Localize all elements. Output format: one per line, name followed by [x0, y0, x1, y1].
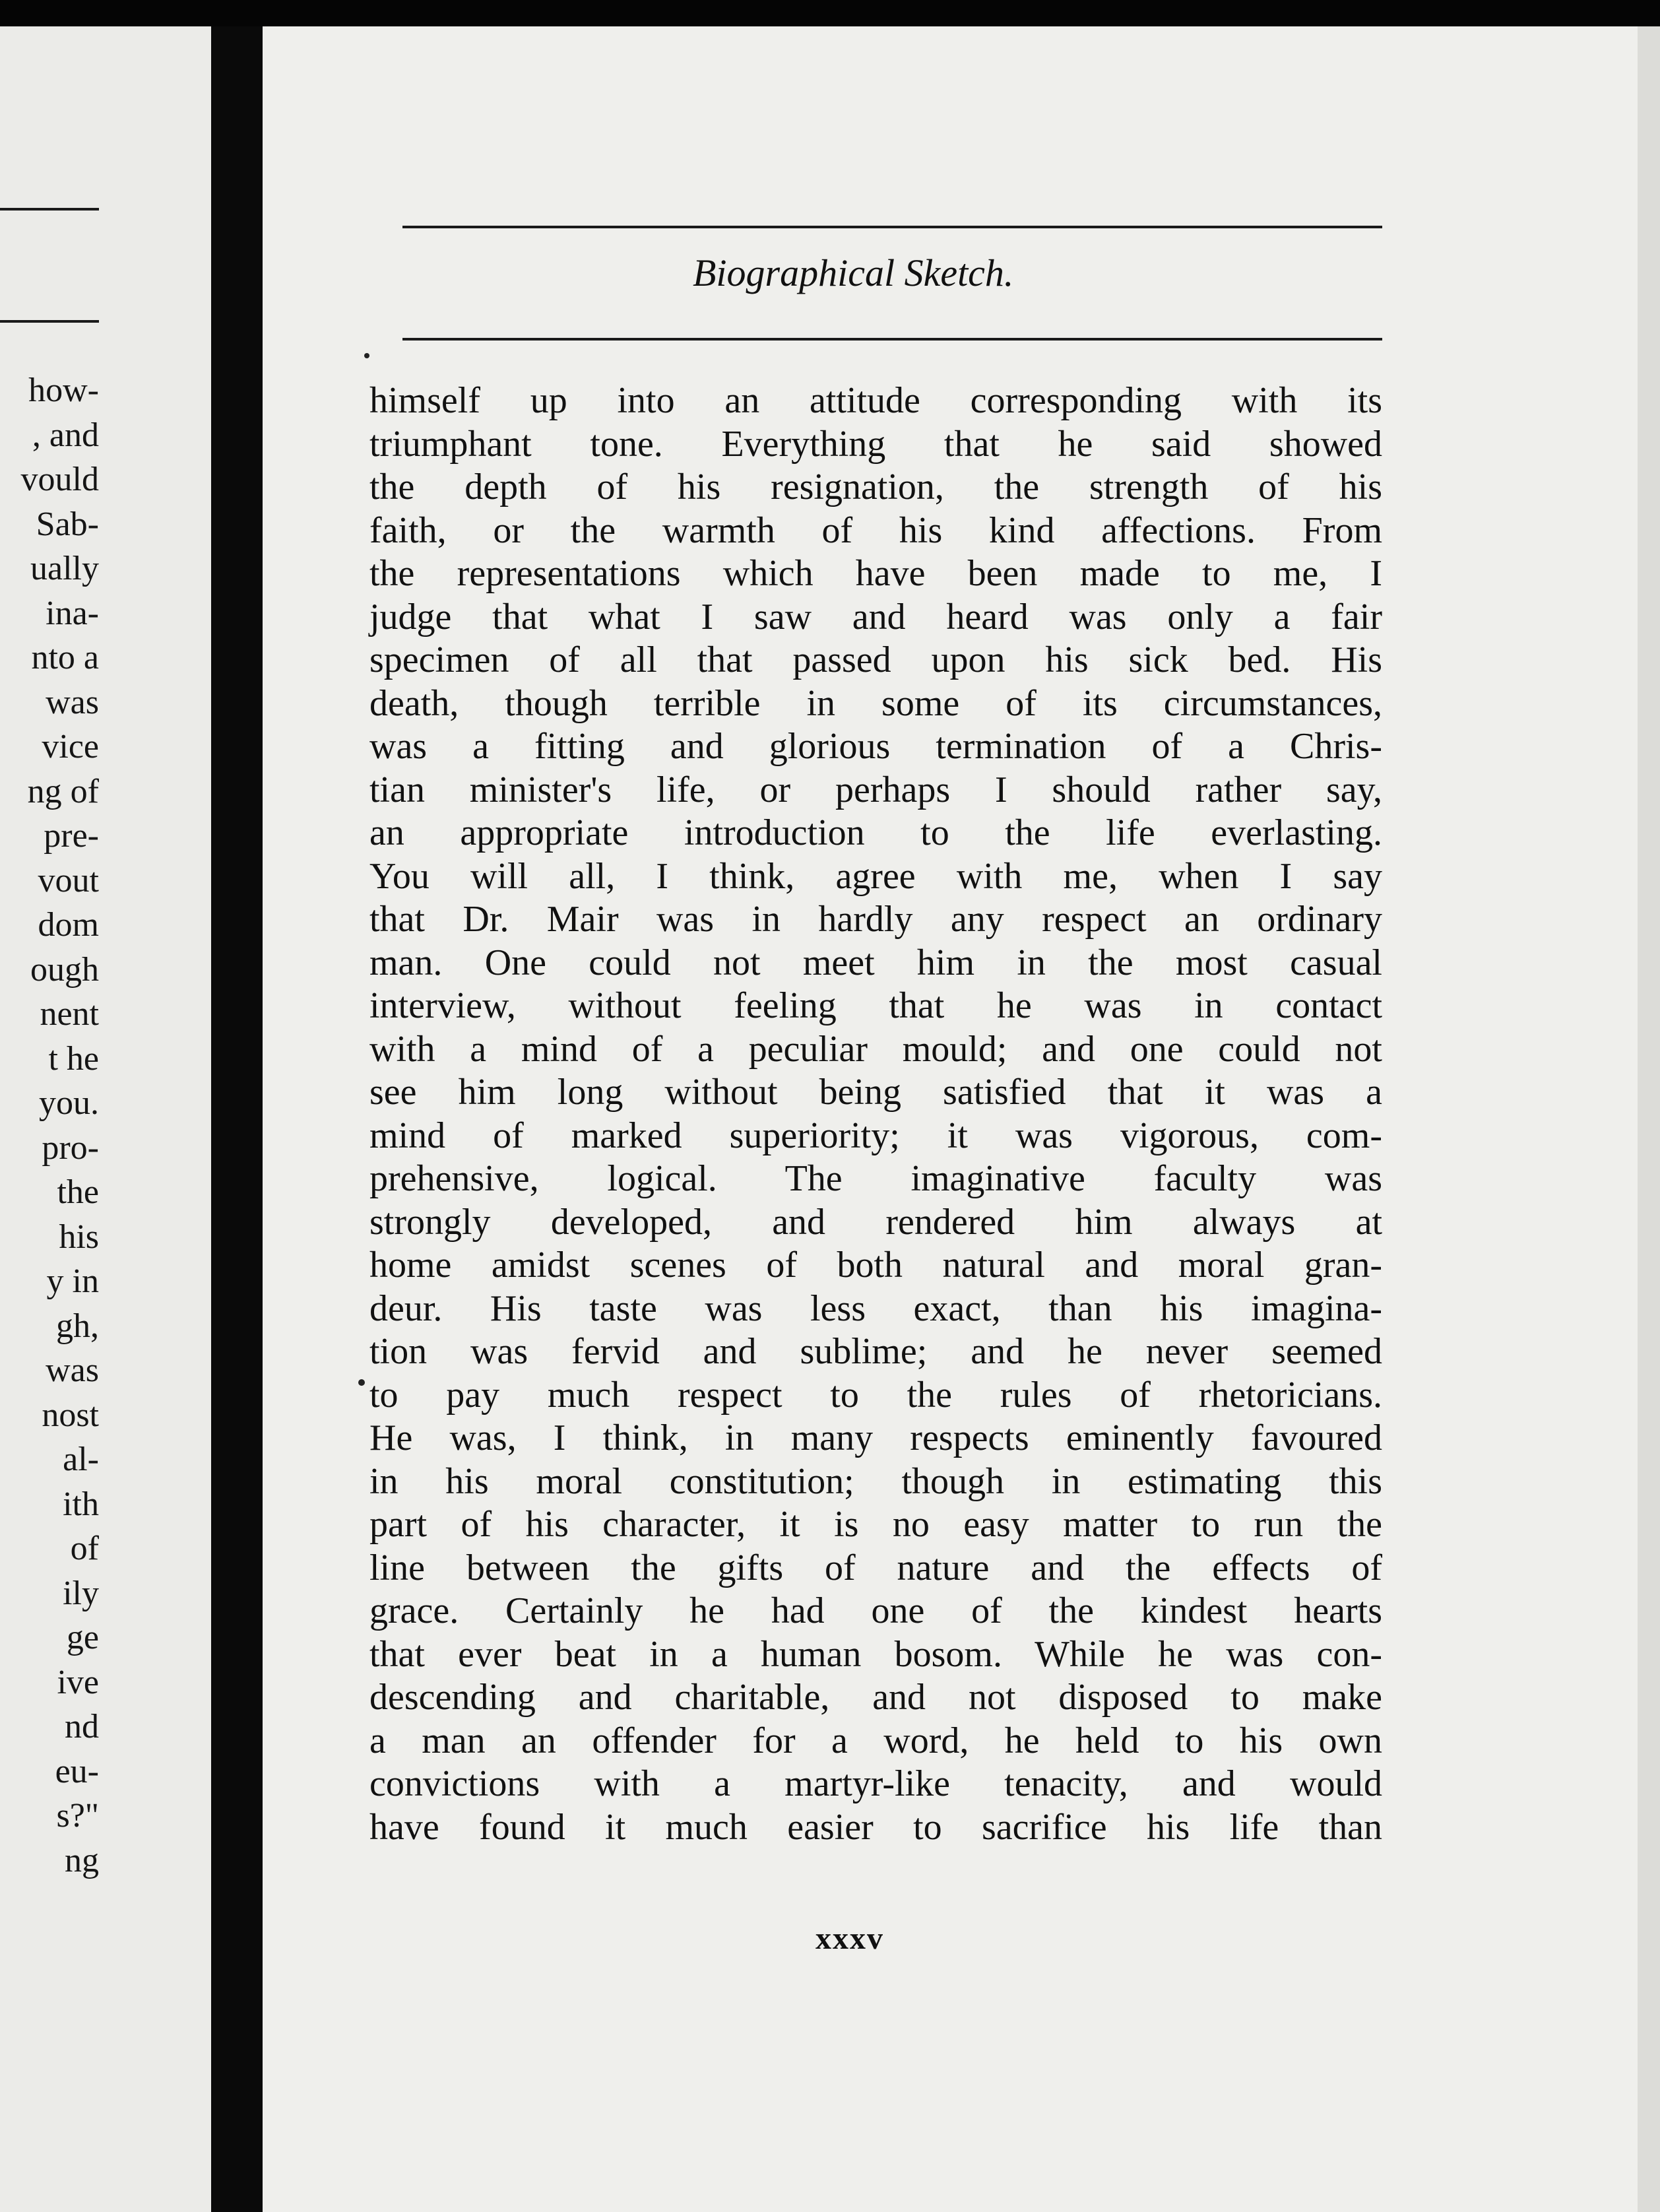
text-line: faith, or the warmth of his kind affections. From [369, 509, 1382, 551]
facing-page-line: his [59, 1218, 99, 1256]
text-line: in his moral constitution; though in estimating this [369, 1460, 1382, 1502]
text-line: himself up into an attitude corresponding with its [369, 380, 1382, 421]
text-line: mind of marked superiority; it was vigorous, com- [369, 1115, 1382, 1156]
ink-speck [364, 353, 369, 358]
text-line: descending and charitable, and not disposed to make [369, 1677, 1382, 1718]
facing-page-line: dom [38, 906, 99, 944]
text-line: judge that what I saw and heard was only a fair [369, 596, 1382, 637]
text-line: specimen of all that passed upon his sick bed. His [369, 639, 1382, 680]
facing-page-line: ough [30, 950, 99, 989]
running-head: Biographical Sketch. [693, 251, 1014, 294]
facing-page-line: gh, [56, 1307, 99, 1345]
facing-page-line: y in [46, 1262, 99, 1300]
text-line: convictions with a martyr-like tenacity, and would [369, 1763, 1382, 1804]
text-line: prehensive, logical. The imaginative faculty was [369, 1158, 1382, 1199]
text-line: an appropriate introduction to the life everlasting. [369, 812, 1382, 853]
text-line: with a mind of a peculiar mould; and one could not [369, 1028, 1382, 1070]
text-line: the representations which have been made to me, I [369, 553, 1382, 594]
facing-page-line: nent [40, 995, 99, 1033]
text-line: You will all, I think, agree with me, when I say [369, 855, 1382, 897]
facing-page-line: vould [20, 461, 99, 498]
facing-page-line: you. [39, 1084, 99, 1122]
facing-page-line: nost [42, 1396, 99, 1434]
text-line: man. One could not meet him in the most casual [369, 942, 1382, 983]
book-gutter [211, 26, 263, 2212]
page-number: xxxv [815, 1921, 884, 1956]
text-line: grace. Certainly he had one of the kindest hearts [369, 1590, 1382, 1631]
facing-page-text [0, 368, 99, 1883]
facing-page [0, 26, 224, 2212]
text-line: tion was fervid and sublime; and he never seemed [369, 1331, 1382, 1372]
text-line: triumphant tone. Everything that he said showed [369, 423, 1382, 465]
facing-page-line: Sab- [36, 505, 99, 543]
facing-page-line: , and [32, 416, 99, 454]
header-rule-bottom [402, 338, 1382, 341]
text-line: see him long without being satisfied that it was a [369, 1072, 1382, 1113]
facing-page-line: ily [63, 1574, 99, 1612]
facing-page-line: ith [63, 1485, 99, 1523]
text-line: tian minister's life, or perhaps I should rather say, [369, 769, 1382, 810]
facing-page-line: t he [48, 1039, 99, 1078]
header-rule-top [402, 226, 1382, 228]
text-line: the depth of his resignation, the strength of his [369, 467, 1382, 507]
text-line: to pay much respect to the rules of rhetoricians. [369, 1374, 1382, 1415]
facing-page-line: was [46, 1351, 99, 1389]
facing-page-line: s?" [56, 1797, 99, 1835]
text-line: that ever beat in a human bosom. While he was con- [369, 1633, 1382, 1675]
facing-page-line: ng of [27, 772, 99, 810]
text-line: line between the gifts of nature and the effects of [369, 1547, 1382, 1588]
text-line: was a fitting and glorious termination of a Chris- [369, 726, 1382, 767]
text-line: strongly developed, and rendered him always at [369, 1201, 1382, 1243]
page-edge [1638, 26, 1660, 2212]
facing-page-line: ng [65, 1841, 99, 1879]
ink-speck [358, 1379, 365, 1386]
facing-page-line: of [70, 1530, 99, 1567]
text-line: that Dr. Mair was in hardly any respect an ordinary [369, 899, 1382, 940]
facing-page-line: nto a [31, 639, 99, 676]
text-line: home amidst scenes of both natural and moral gran- [369, 1245, 1382, 1285]
text-line: have found it much easier to sacrifice his life than [369, 1806, 1382, 1848]
facing-page-line: vout [38, 861, 99, 899]
text-line: He was, I think, in many respects eminently favoured [369, 1417, 1382, 1458]
facing-page-line: pre- [44, 817, 99, 855]
facing-page-line: the [57, 1173, 99, 1211]
facing-page-line: was [46, 683, 99, 721]
text-line: interview, without feeling that he was in contact [369, 985, 1382, 1026]
text-line: death, though terrible in some of its circumstances, [369, 682, 1382, 724]
text-line: deur. His taste was less exact, than his imagina- [369, 1287, 1382, 1329]
facing-page-line: ge [66, 1619, 99, 1656]
text-line: a man an offender for a word, he held to his own [369, 1720, 1382, 1761]
facing-page-rule-top [0, 208, 99, 211]
facing-page-line: ive [57, 1663, 99, 1701]
body-text [369, 379, 1382, 1849]
facing-page-line: ually [30, 550, 99, 587]
facing-page-line: al- [63, 1441, 99, 1478]
facing-page-line: pro- [42, 1128, 99, 1167]
facing-page-line: nd [65, 1708, 99, 1745]
facing-page-line: how- [28, 372, 99, 409]
facing-page-line: vice [42, 728, 99, 765]
text-line: part of his character, it is no easy matter to run the [369, 1504, 1382, 1545]
facing-page-line: eu- [55, 1752, 99, 1790]
facing-page-line: ina- [46, 594, 99, 632]
scan-border-top [0, 0, 1660, 26]
facing-page-rule-bottom [0, 320, 99, 323]
